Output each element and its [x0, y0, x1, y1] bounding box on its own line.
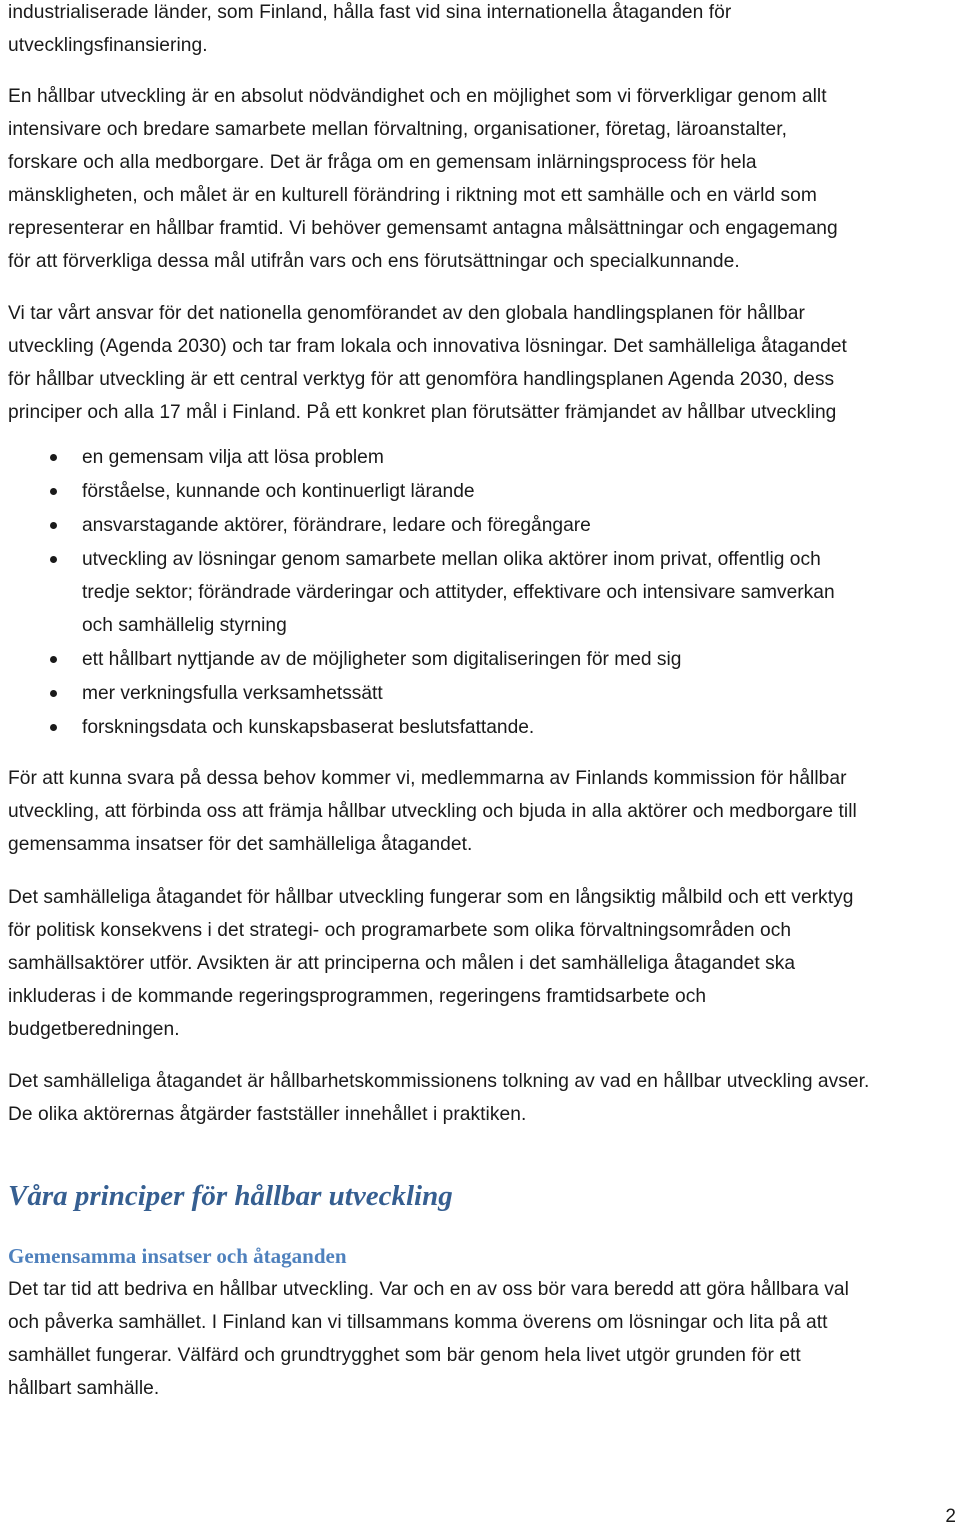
list-item: [8, 643, 956, 676]
text-line: mer verkningsfulla verksamhetssätt: [82, 683, 383, 704]
text-line: intensivare och bredare samarbete mellan förvaltning, organisationer, företag, läroanstalter,: [8, 119, 787, 140]
bullet-list: [8, 441, 956, 745]
bullet-icon: [50, 522, 57, 529]
text-line: utveckling av lösningar genom samarbete mellan olika aktörer inom privat, offentlig och: [82, 549, 821, 570]
list-item: [8, 441, 956, 474]
subsection-heading: Gemensamma insatser och åtaganden: [8, 1244, 347, 1268]
section-heading: Våra principer för hållbar utveckling: [8, 1180, 453, 1212]
text-line: förståelse, kunnande och kontinuerligt lärande: [82, 481, 475, 502]
page-number: 2: [945, 1506, 956, 1527]
text-line: Det samhälleliga åtagandet är hållbarhetskommissionens tolkning av vad en hållbar utveckling avser.: [8, 1071, 870, 1092]
text-line: en gemensam vilja att lösa problem: [82, 447, 384, 468]
bullet-icon: [50, 556, 57, 563]
paragraph-5: [8, 1065, 956, 1131]
text-line: för hållbar utveckling är ett central verktyg för att genomföra handlingsplanen Agenda 2030, dess: [8, 369, 835, 390]
text-line: Det tar tid att bedriva en hållbar utveckling. Var och en av oss bör vara beredd att göra hållbara val: [8, 1279, 849, 1300]
text-line: forskningsdata och kunskapsbaserat beslutsfattande.: [82, 717, 535, 738]
text-line: representerar en hållbar framtid. Vi behöver gemensamt antagna målsättningar och engagemang: [8, 218, 838, 239]
text-line: och påverka samhället. I Finland kan vi tillsammans komma överens om lösningar och lita på att: [8, 1312, 828, 1333]
bullet-icon: [50, 690, 57, 697]
text-line: mänskligheten, och målet är en kulturell förändring i riktning mot ett samhälle och en värld som: [8, 185, 817, 206]
paragraph-1: [8, 80, 956, 278]
text-line: industrialiserade länder, som Finland, hålla fast vid sina internationella åtaganden för: [8, 2, 732, 23]
list-item: [8, 475, 956, 508]
text-line: De olika aktörernas åtgärder fastställer innehållet i praktiken.: [8, 1104, 527, 1125]
text-line: hållbart samhälle.: [8, 1378, 160, 1399]
text-line: tredje sektor; förändrade värderingar och attityder, effektivare och intensivare samverkan: [82, 582, 835, 603]
text-line: forskare och alla medborgare. Det är fråga om en gemensam inlärningsprocess för hela: [8, 152, 757, 173]
text-line: Det samhälleliga åtagandet för hållbar utveckling fungerar som en långsiktig målbild och ett verktyg: [8, 887, 854, 908]
text-line: utveckling, att förbinda oss att främja hållbar utveckling och bjuda in alla aktörer och medborgare till: [8, 801, 857, 822]
list-item: [8, 677, 956, 710]
text-line: utvecklingsfinansiering.: [8, 35, 208, 56]
text-line: inkluderas i de kommande regeringsprogrammen, regeringens framtidsarbete och: [8, 986, 707, 1007]
text-line: budgetberedningen.: [8, 1019, 180, 1040]
text-line: ansvarstagande aktörer, förändrare, ledare och föregångare: [82, 515, 591, 536]
bullet-icon: [50, 656, 57, 663]
text-line: utveckling (Agenda 2030) och tar fram lokala och innovativa lösningar. Det samhälleliga åtagandet: [8, 336, 847, 357]
text-line: och samhällelig styrning: [82, 615, 287, 636]
bullet-icon: [50, 724, 57, 731]
text-line: för politisk konsekvens i det strategi- och programarbete som olika förvaltningsområden och: [8, 920, 792, 941]
list-item: [8, 543, 956, 642]
paragraph-6: [8, 1273, 956, 1405]
list-item: [8, 711, 956, 744]
list-item: [8, 509, 956, 542]
text-line: samhället fungerar. Välfärd och grundtrygghet som bär genom hela livet utgör grunden för ett: [8, 1345, 801, 1366]
paragraph-4: [8, 881, 956, 1046]
text-line: För att kunna svara på dessa behov kommer vi, medlemmarna av Finlands kommission för hållbar: [8, 768, 847, 789]
text-line: En hållbar utveckling är en absolut nödvändighet och en möjlighet som vi förverkligar genom allt: [8, 86, 827, 107]
text-line: för att förverkliga dessa mål utifrån vars och ens förutsättningar och specialkunnande.: [8, 251, 740, 272]
text-line: Vi tar vårt ansvar för det nationella genomförandet av den globala handlingsplanen för hållbar: [8, 303, 805, 324]
intro-paragraph: [8, 0, 956, 62]
text-line: ett hållbart nyttjande av de möjligheter som digitaliseringen för med sig: [82, 649, 682, 670]
paragraph-3: [8, 762, 956, 861]
bullet-icon: [50, 454, 57, 461]
paragraph-2: [8, 297, 956, 429]
text-line: principer och alla 17 mål i Finland. På ett konkret plan förutsätter främjandet av hållbar utveckling: [8, 402, 837, 423]
text-line: gemensamma insatser för det samhälleliga åtagandet.: [8, 834, 473, 855]
text-line: samhällsaktörer utför. Avsikten är att principerna och målen i det samhälleliga åtagandet ska: [8, 953, 796, 974]
bullet-icon: [50, 488, 57, 495]
